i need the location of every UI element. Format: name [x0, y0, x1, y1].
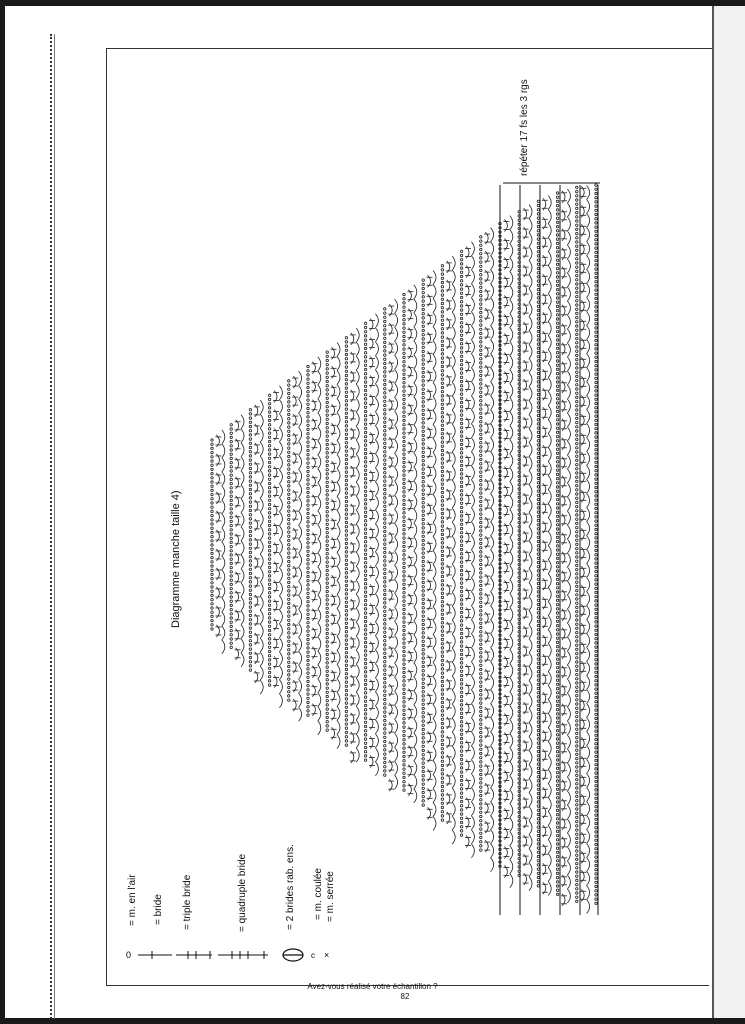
svg-text:c: c: [311, 951, 315, 960]
single-crochet-icon: [324, 950, 329, 960]
legend-label-chain: = m. en l'air: [127, 874, 138, 926]
legend-label-cluster: = 2 brides rab. ens.: [285, 844, 296, 930]
legend-label-quadruple-crochet: = quadruple bride: [237, 853, 248, 932]
footer-question: Avez-vous réalisé votre échantillon ?: [307, 982, 438, 991]
slip-stitch-icon: [311, 951, 315, 960]
legend-label-slip-stitch: = m. coulée: [313, 868, 324, 920]
repeat-note: répéter 17 fs les 3 rgs: [519, 79, 530, 176]
diagram-title: Diagramme manche taille 4): [170, 490, 182, 628]
triple-crochet-icon: [176, 951, 212, 959]
quadruple-crochet-icon: [218, 951, 268, 959]
page-number: 82: [400, 992, 410, 1001]
legend-label-single-crochet: = m. serrée: [325, 871, 336, 922]
legend-label-triple-crochet: = triple bride: [182, 874, 193, 930]
svg-text:×: ×: [324, 950, 330, 960]
svg-text:0: 0: [126, 950, 132, 960]
chain-icon: [126, 950, 131, 960]
legend-label-double-crochet: = bride: [153, 894, 164, 925]
double-crochet-icon: [138, 951, 172, 959]
cluster-icon: [283, 949, 303, 961]
